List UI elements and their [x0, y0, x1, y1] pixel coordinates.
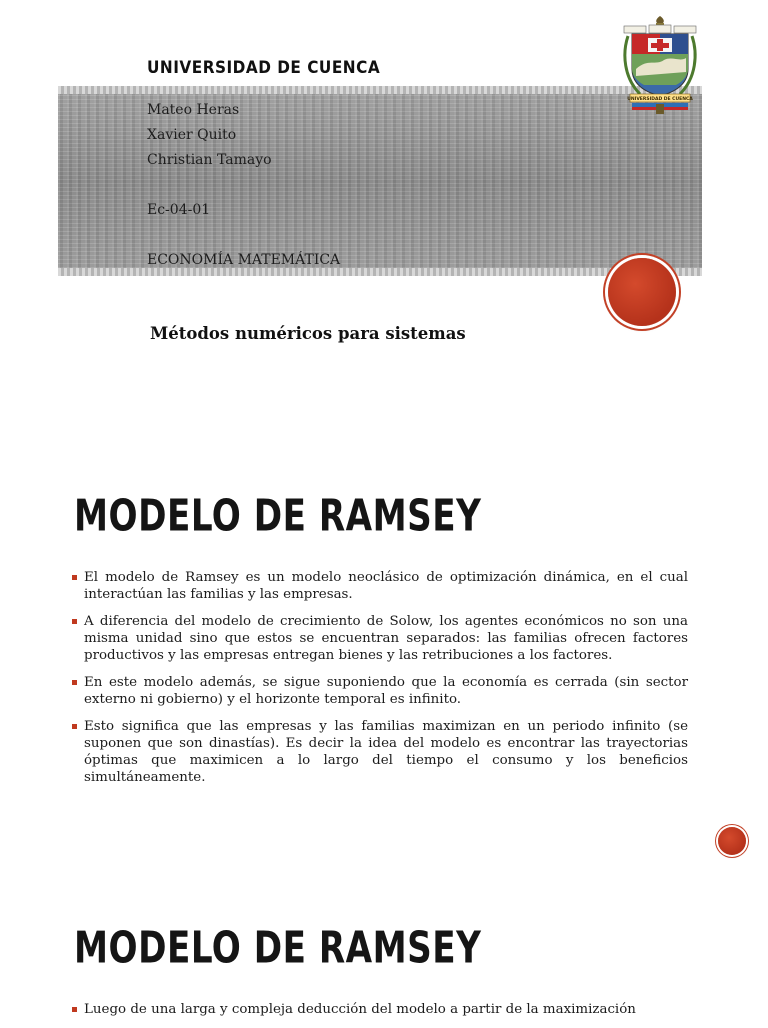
author-name: Xavier Quito: [147, 127, 237, 143]
presentation-subtitle: Métodos numéricos para sistemas: [150, 324, 466, 343]
bullet-item: El modelo de Ramsey es un modelo neoclásico de optimización dinámica, en el cual interactúan las familias y las empresas.: [72, 569, 688, 603]
bullet-item: A diferencia del modelo de crecimiento de Solow, los agentes económicos no son una misma unidad sino que estos se encuentran separados: las familias ofrecen factores productivos y las empresas entregan bienes y las retribuciones a los factores.: [72, 613, 688, 664]
crest-label: UNIVERSIDAD DE CUENCA: [627, 97, 693, 102]
course-code: Ec-04-01: [147, 202, 211, 218]
bullet-item: Luego de una larga y compleja deducción del modelo a partir de la maximización: [72, 1001, 688, 1018]
bullet-item: En este modelo además, se sigue suponiendo que la economía es cerrada (sin sector externo ni gobierno) y el horizonte temporal es infinito.: [72, 674, 688, 708]
slide-title: MODELO DE RAMSEY: [74, 922, 482, 973]
author-name: Christian Tamayo: [147, 152, 272, 168]
bullet-item: Esto significa que las empresas y las familias maximizan en un periodo infinito (se suponen que son dinastías). Es decir la idea del modelo es encontrar las trayectorias óptimas que maximicen a lo largo del tiempo el consumo y los beneficios simultáneamente.: [72, 718, 688, 786]
subject-name: ECONOMÍA MATEMÁTICA: [147, 252, 341, 268]
author-name: Mateo Heras: [147, 102, 240, 118]
slide-title: MODELO DE RAMSEY: [74, 490, 482, 541]
university-name: UNIVERSIDAD DE CUENCA: [147, 58, 381, 78]
